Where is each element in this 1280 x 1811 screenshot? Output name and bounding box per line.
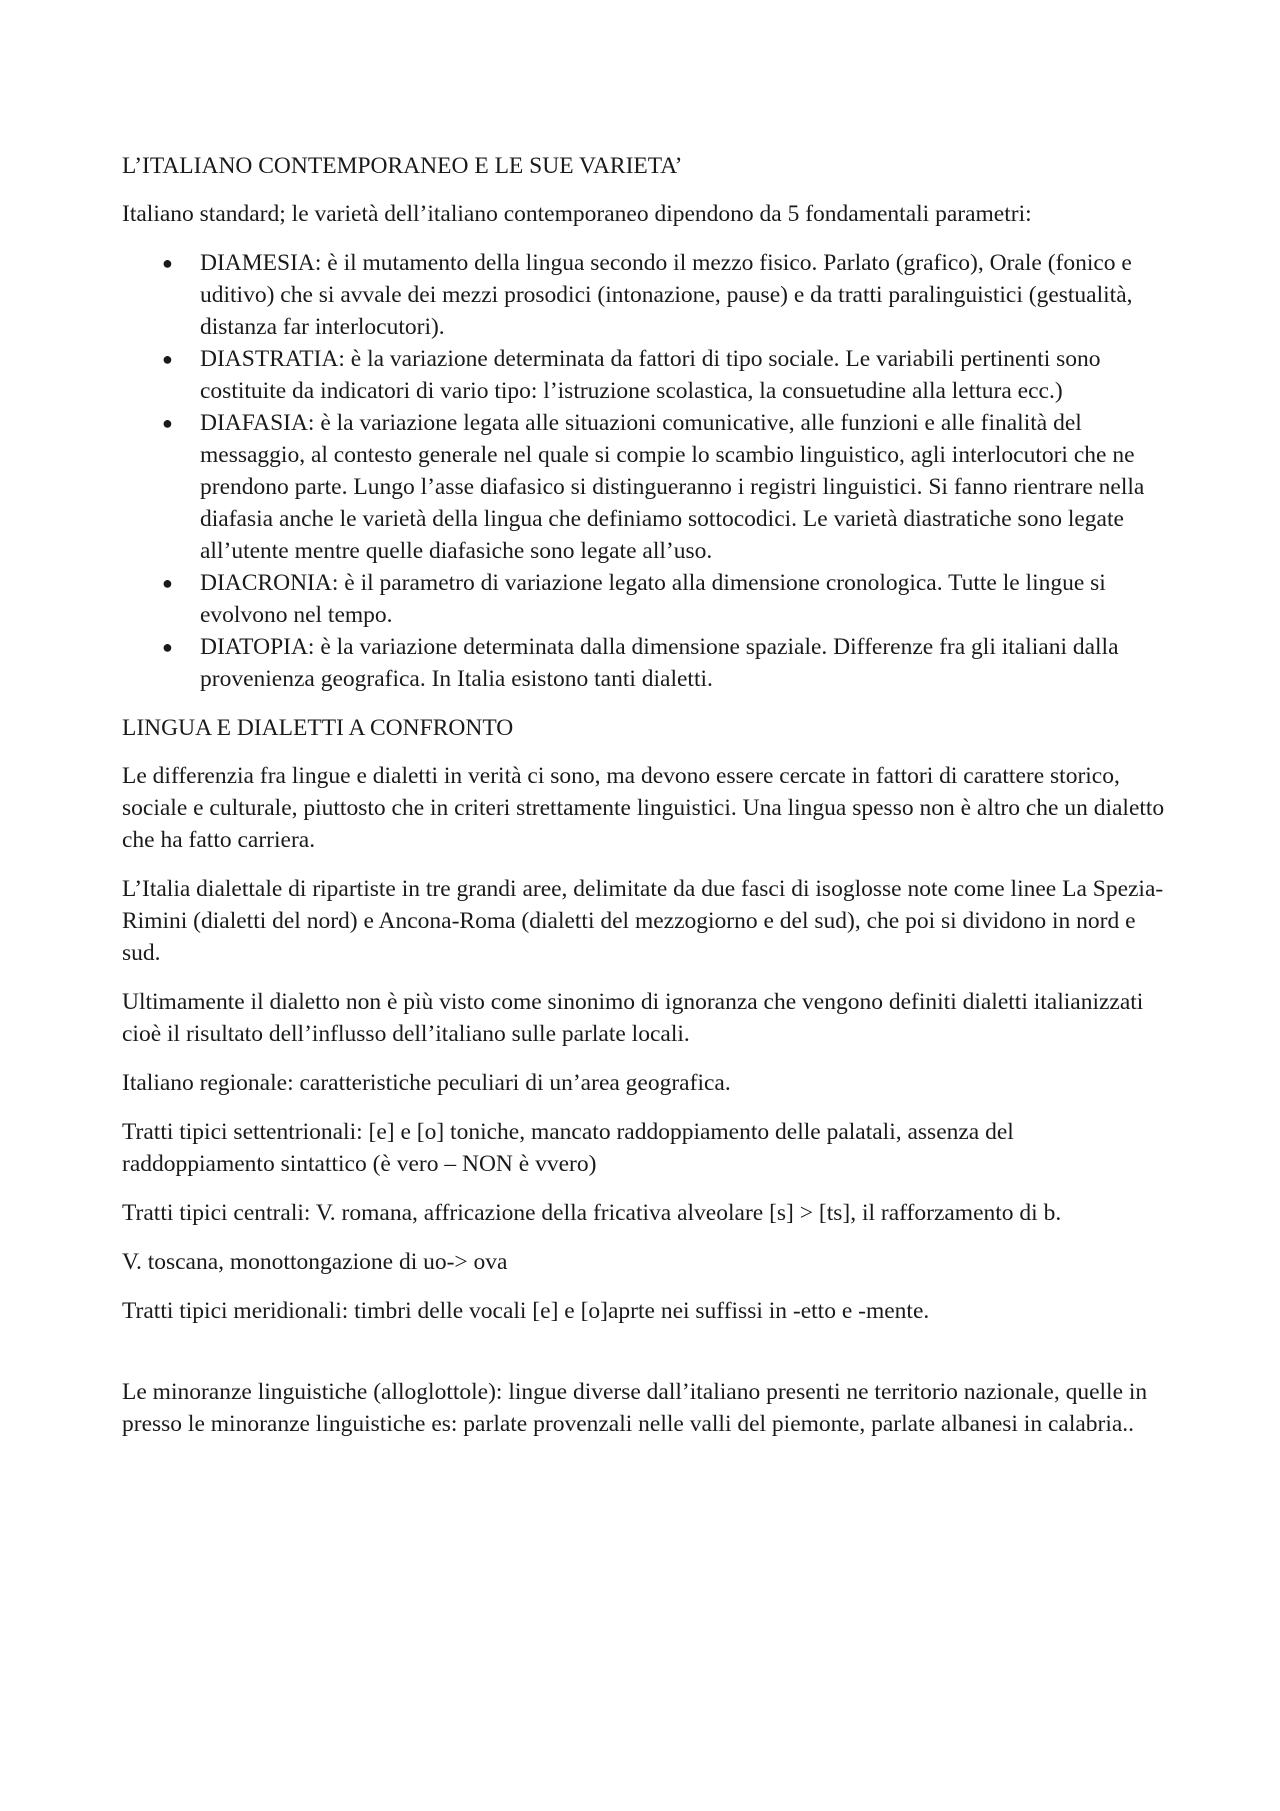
list-item-diafasia (122, 407, 1172, 567)
list-item-diamesia (122, 247, 1172, 343)
list-item-text: DIATOPIA: è la variazione determinata dalla dimensione spaziale. Differenze fra gli italiani dalla provenienza geografica. In Italia esistono tanti dialetti. (200, 634, 1119, 692)
paragraph: Tratti tipici meridionali: timbri delle vocali [e] e [o]aprte nei suffissi in -etto e -mente. (122, 1298, 930, 1324)
section-title-lingua-dialetti: LINGUA E DIALETTI A CONFRONTO (122, 715, 514, 741)
parameters-list (122, 247, 1172, 695)
paragraph: L’Italia dialettale di ripartiste in tre grandi aree, delimitate da due fasci di isoglosse note come linee La Spezia- Rimini (dialetti del nord) e Ancona-Roma (dialetti del mezzogiorno e del sud), che poi si dividono in nord e sud. (122, 876, 1164, 966)
list-item-text: DIASTRATIA: è la variazione determinata da fattori di tipo sociale. Le variabili pertinenti sono costituite da indicatori di vario tipo: l’istruzione scolastica, la consuetudine alla lettura ecc.) (200, 346, 1101, 404)
blank-line (122, 1344, 1172, 1376)
list-item-diastratia (122, 343, 1172, 407)
list-item-text: DIAMESIA: è il mutamento della lingua secondo il mezzo fisico. Parlato (grafico), Orale (fonico e uditivo) che si avvale dei mezzi prosodici (intonazione, pause) e da tratti paralinguistici (gestualità, distanza far interlocutori). (200, 250, 1133, 340)
closing-paragraph: Le minoranze linguistiche (alloglottole): lingue diverse dall’italiano presenti ne territorio nazionale, quelle in presso le minoranze linguistiche es: parlate provenzali nelle valli del piemonte, parlate albanesi in calabria.. (122, 1379, 1148, 1437)
paragraph: Tratti tipici settentrionali: [e] e [o] toniche, mancato raddoppiamento delle palatali, assenza del raddoppiamento sintattico (è vero – NON è vvero) (122, 1119, 1014, 1177)
list-item-diacronia (122, 567, 1172, 631)
list-item-text: DIACRONIA: è il parametro di variazione legato alla dimensione cronologica. Tutte le lingue si evolvono nel tempo. (200, 570, 1106, 628)
paragraph: Italiano regionale: caratteristiche peculiari di un’area geografica. (122, 1070, 731, 1096)
paragraph: Ultimamente il dialetto non è più visto come sinonimo di ignoranza che vengono definiti dialetti italianizzati cioè il risultato dell’influsso dell’italiano sulle parlate locali. (122, 989, 1144, 1047)
bullet-icon: ● (162, 349, 173, 369)
bullet-icon: ● (162, 573, 173, 593)
list-item-text: DIAFASIA: è la variazione legata alle situazioni comunicative, alle funzioni e alle finalità del messaggio, al contesto generale nel quale si compie lo scambio linguistico, agli interlocutori che ne prendono parte. Lungo l’asse diafasico si distingueranno i registri linguistici. Si fanno rientrare nella diafasia anche le varietà della lingua che definiamo sottocodici. Le varietà diastratiche sono legate all’utente mentre quelle diafasiche sono legate all’uso. (200, 410, 1145, 564)
paragraph: Tratti tipici centrali: V. romana, affricazione della fricativa alveolare [s] > [ts], il rafforzamento di b. (122, 1200, 1062, 1226)
document-page (122, 150, 1172, 1457)
paragraph: Le differenzia fra lingue e dialetti in verità ci sono, ma devono essere cercate in fattori di carattere storico, sociale e culturale, piuttosto che in criteri strettamente linguistici. Una lingua spesso non è altro che un dialetto che ha fatto carriera. (122, 763, 1165, 853)
bullet-icon: ● (162, 637, 173, 657)
list-item-diatopia (122, 631, 1172, 695)
bullet-icon: ● (162, 413, 173, 433)
paragraph: V. toscana, monottongazione di uo-> ova (122, 1249, 508, 1275)
bullet-icon: ● (162, 253, 173, 273)
section-title-italiano-contemporaneo: L’ITALIANO CONTEMPORANEO E LE SUE VARIETA’ (122, 153, 683, 179)
intro-paragraph: Italiano standard; le varietà dell’italiano contemporaneo dipendono da 5 fondamentali parametri: (122, 201, 1032, 227)
